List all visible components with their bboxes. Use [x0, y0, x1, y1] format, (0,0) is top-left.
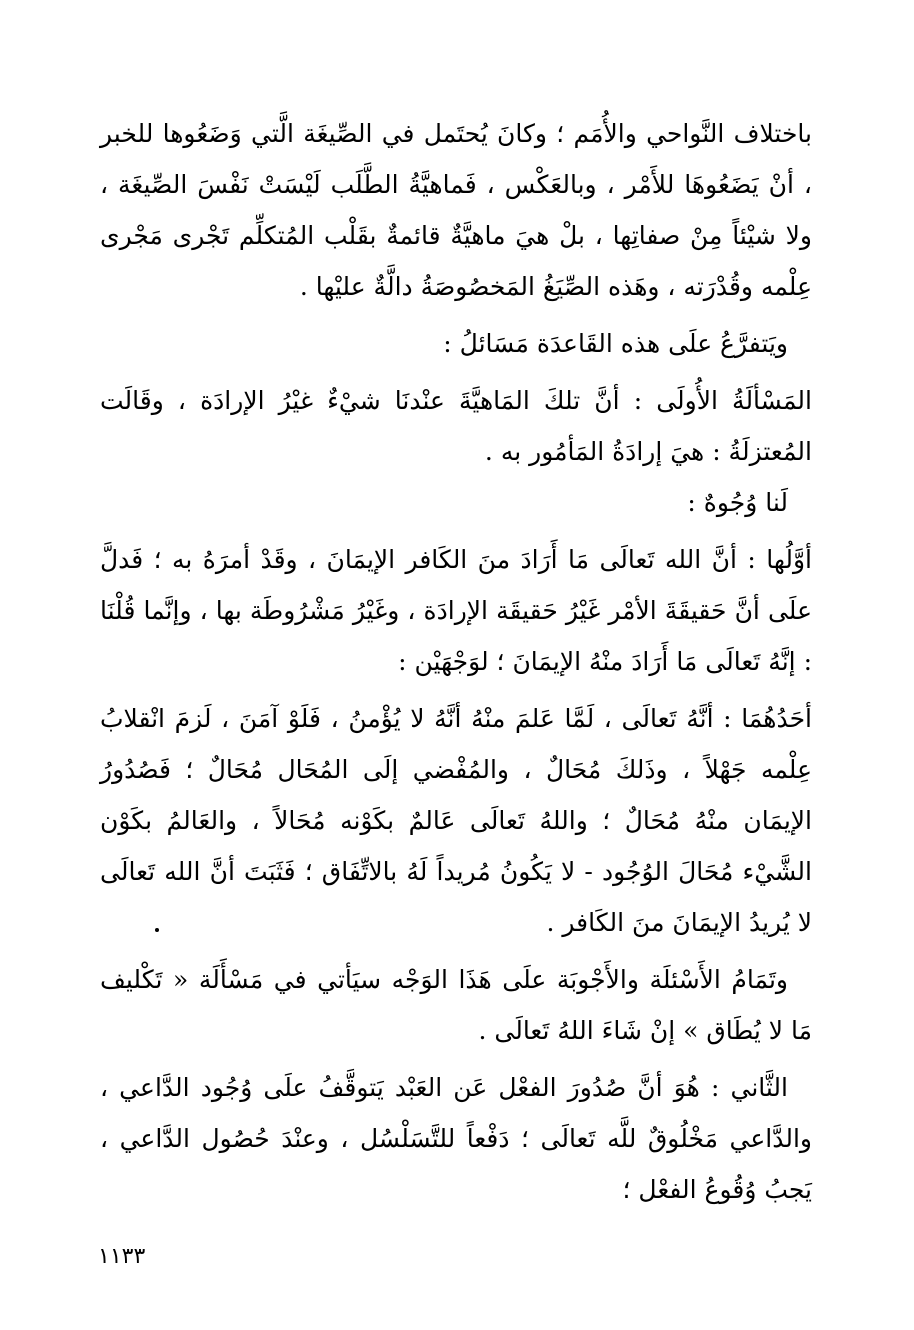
page-number: ١١٣٣: [98, 1244, 146, 1269]
paragraph-6: أحَدُهُمَا : أنَّهُ تَعالَى ، لَمَّا عَلمَ منْهُ أنَّهُ لا يُؤْمنُ ، فَلَوْ آمَنَ ، لَزمَ انْقلابُ عِلْمه جَهْلاً ، وذَلكَ مُحَالٌ ، والمُفْضي إلَى المُحَال مُحَالٌ ؛ فَصُدُورُ الإيمَان منْهُ مُحَالٌ ؛ واللهُ تَعالَى عَالمٌ بكَوْنه مُحَالاً ، والعَالمُ بكَوْن الشَّيْء مُحَالَ الوُجُود - لا يَكُونُ مُريداً لَهُ بالاتِّفَاق ؛ فَثَبَتَ أنَّ الله تَعالَى لا يُريدُ الإيمَانَ منَ الكَافر .: [100, 704, 812, 937]
paragraph-1: باختلاف النَّواحي والأُمَم ؛ وكانَ يُحتَمل في الصِّيغَة الَّتي وَضَعُوها للخبر ، أنْ يَضَعُوهَا للأَمْر ، وبالعَكْس ، فَماهيَّةُ الطَّلَب لَيْسَتْ نَفْسَ الصِّيغَة ، ولا شيْئاً مِنْ صفاتِها ، بلْ هيَ ماهيَّةٌ قائمةٌ بقَلْب المُتكلِّم تَجْرى مَجْرى عِلْمه وقُدْرَته ، وهَذه الصِّيَغُ المَخصُوصَةُ دالَّةٌ عليْها .: [100, 119, 812, 301]
paragraph-7: وتَمَامُ الأَسْئلَة والأَجْوبَة علَى هَذَا الوَجْه سيَأتي في مَسْأَلَة « تَكْليف مَا لا يُطَاق » إنْ شَاءَ اللهُ تَعالَى .: [100, 965, 812, 1045]
page-body: [100, 108, 812, 1215]
paragraph-3: المَسْألَةُ الأُولَى : أنَّ تلكَ المَاهيَّةَ عنْدنَا شيْءٌ غيْرُ الإرادَة ، وقَالَت المُعتزلَةُ : هيَ إرادَةُ المَأمُور به .: [100, 386, 812, 466]
paragraph-5: أوَّلُها : أنَّ الله تَعالَى مَا أَرَادَ منَ الكَافر الإيمَانَ ، وقَدْ أمرَهُ به ؛ فَدلَّ علَى أنَّ حَقيقَةَ الأمْر غَيْرُ حَقيقَة الإرادَة ، وغَيْرُ مَشْرُوطَة بها ، وإنَّما قُلْنَا : إنَّهُ تَعالَى مَا أَرَادَ منْهُ الإيمَانَ ؛ لوَجْهَيْن :: [100, 545, 812, 676]
paragraph-2: ويَتفرَّعُ علَى هذه القَاعدَة مَسَائلُ :: [443, 329, 788, 358]
paragraph-4: لَنا وُجُوهٌ :: [687, 488, 788, 517]
ink-dot-mark: [155, 928, 159, 932]
paragraph-8: الثَّاني : هُوَ أنَّ صُدُورَ الفعْل عَن العَبْد يَتوقَّفُ علَى وُجُود الدَّاعي ، والدَّاعي مَخْلُوقٌ للَّه تَعالَى ؛ دَفْعاً للتَّسَلْسُل ، وعنْدَ حُصُول الدَّاعي ، يَجبُ وُقُوعُ الفعْل ؛: [100, 1073, 812, 1204]
